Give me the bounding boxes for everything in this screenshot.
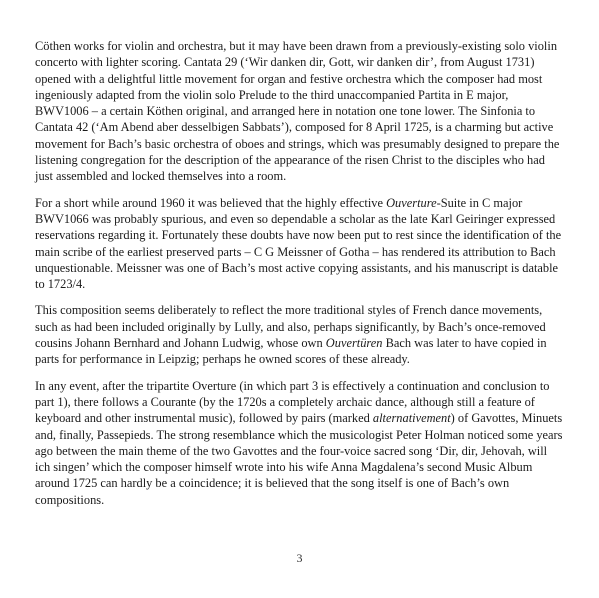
italic-term: Ouverture — [386, 195, 437, 210]
page-number: 3 — [296, 551, 303, 565]
document-page — [35, 38, 565, 518]
paragraph-tripartite-overture — [35, 378, 565, 508]
text-run: Bach was later to have copied in parts for performance in Leipzig; perhaps he owned scores of these already. — [35, 336, 547, 367]
italic-term: Ouvertüren — [325, 336, 383, 351]
text-run: For a short while around 1960 it was believed that the highly effective — [35, 195, 387, 210]
paragraph-cothen-works — [35, 38, 565, 185]
paragraph-french-dance — [35, 302, 565, 367]
text-run: -Suite in C major BWV1066 was probably spurious, and even so dependable a scholar as the late Karl Geiringer expressed reservations regarding it. Fortunately these doubts have now been put to rest since the identification of the main scribe of the earliest preserved parts – C G Meissner of Gotha – has rendered its attribution to Bach unquestionable. Meissner was one of Bach’s most active copying assistants, and his manuscript is datable to 1723/4. — [35, 195, 562, 292]
text-run: ) of Gavottes, Minuets and, finally, Passepieds. The strong resemblance which the musicologist Peter Holman noticed some years ago between the main theme of the two Gavottes and the four-voice sacred song ‘Dir, dir, Jehovah, will ich singen’ which the composer himself wrote into his wife Anna Magdalena’s second Music Album around 1725 can hardly be a coincidence; it is believed that the song itself is one of Bach’s own compositions. — [35, 411, 563, 507]
text-run: Cöthen works for violin and orchestra, but it may have been drawn from a previously-existing solo violin concerto with lighter scoring. Cantata 29 (‘Wir danken dir, Gott, wir danken dir’, from August 1731) opened with a delightful little movement for organ and festive orchestra which the composer had most ingeniously adapted from the violin solo Prelude to the third unaccompanied Partita in E major, BWV1006 – a certain Köthen original, and arranged here in notation one tone lower. The Sinfonia to Cantata 42 (‘Am Abend aber desselbigen Sabbats’), composed for 8 April 1725, is a charming but active movement for Bach’s basic orchestra of oboes and strings, which was presumably designed to prepare the listening congregation for the description of the appearance of the risen Christ to the disciples who had just assembled and locked themselves into a room. — [35, 39, 560, 184]
text-run: In any event, after the tripartite Overture (in which part 3 is effectively a continuation and conclusion to part 1), there follows a Courante (by the 1720s a completely archaic dance, although still a feature of keyboard and other instrumental music), followed by pairs (marked — [35, 378, 550, 426]
italic-term: alternativement — [372, 411, 451, 426]
paragraph-ouverture-suite — [35, 195, 565, 293]
text-run: This composition seems deliberately to reflect the more traditional styles of French dance movements, such as had been included originally by Lully, and also, perhaps significantly, by Bach’s once-removed cousins Johann Bernhard and Johann Ludwig, whose own — [35, 303, 546, 351]
